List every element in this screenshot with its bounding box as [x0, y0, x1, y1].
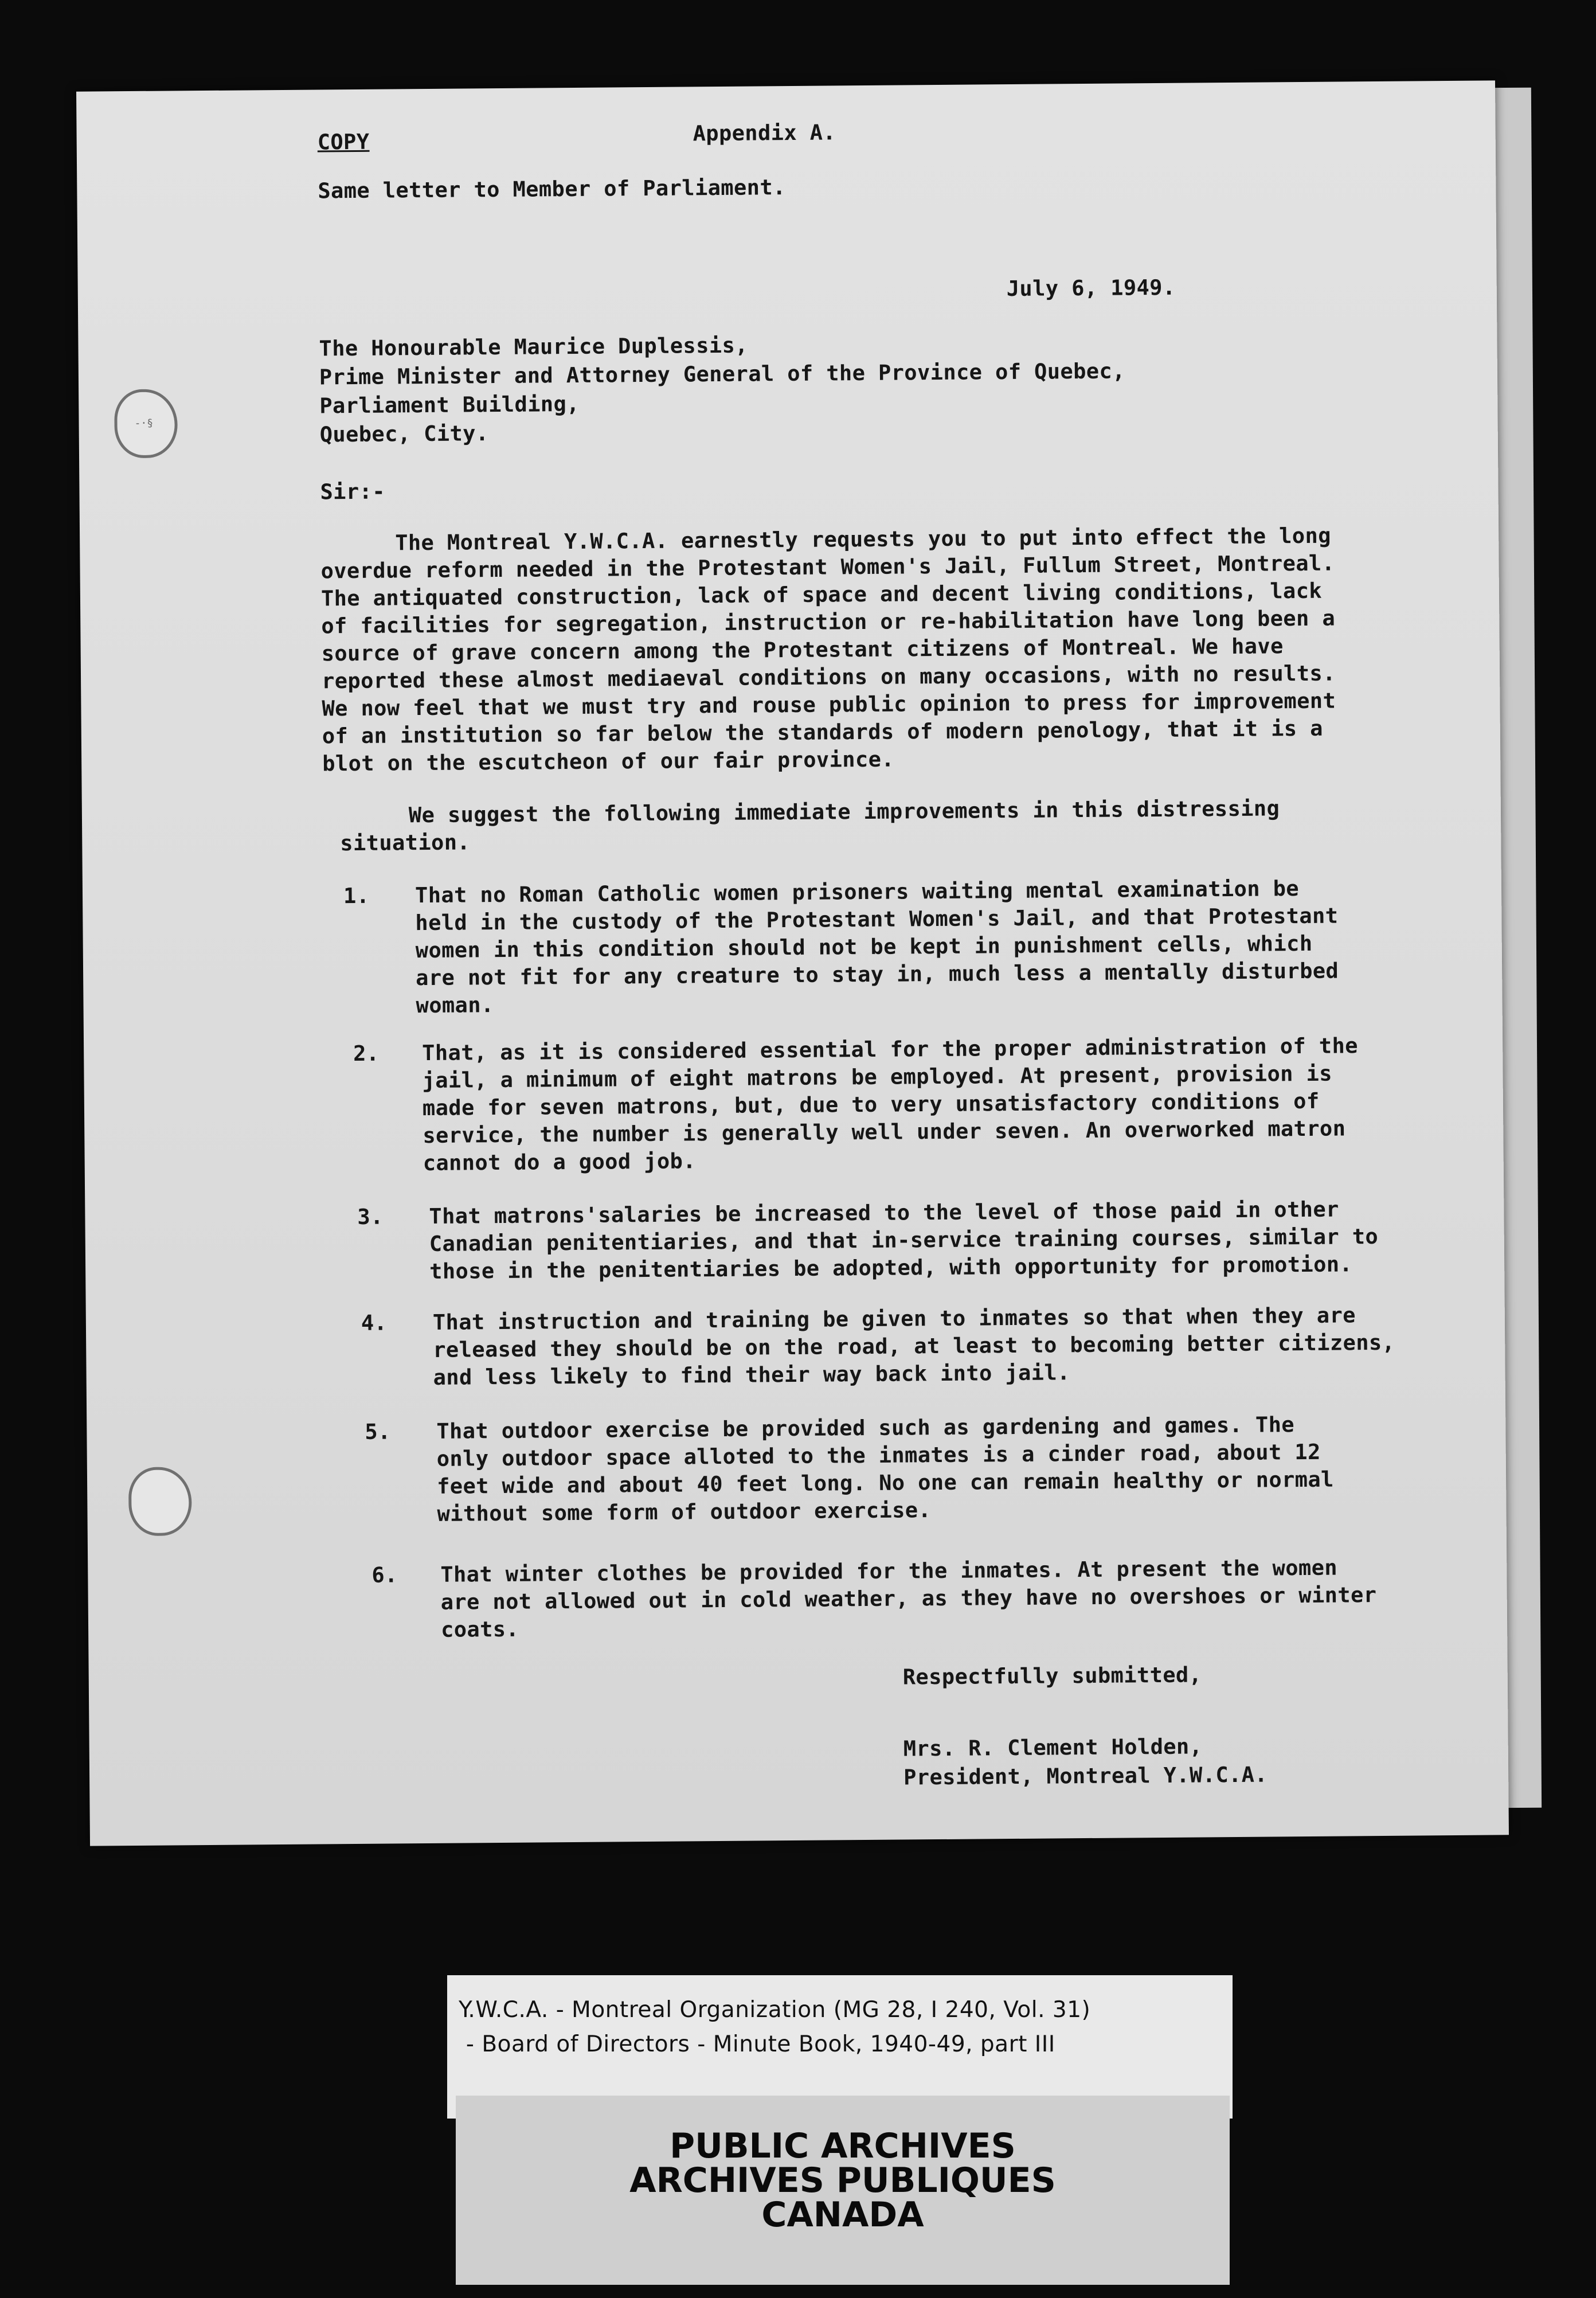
- address-line: The Honourable Maurice Duplessis,: [319, 333, 749, 361]
- paragraph-line: source of grave concern among the Protestant citizens of Montreal. We have: [321, 634, 1284, 666]
- item-number: 5.: [365, 1419, 391, 1444]
- distribution-note: Same letter to Member of Parliament.: [318, 175, 786, 204]
- item-line: feet wide and about 40 feet long. No one can remain healthy or normal: [436, 1467, 1334, 1499]
- item-line: held in the custody of the Protestant Women's Jail, and that Protestant: [415, 903, 1339, 936]
- item-line: and less likely to find their way back into jail.: [433, 1360, 1070, 1390]
- address-line: Quebec, City.: [319, 421, 489, 447]
- paragraph-line: We suggest the following immediate improvements in this distressing: [408, 796, 1280, 828]
- item-number: 2.: [353, 1041, 380, 1066]
- appendix-label: Appendix A.: [693, 120, 836, 146]
- archive-reference-line: Y.W.C.A. - Montreal Organization (MG 28, I 240, Vol. 31): [459, 1997, 1091, 2023]
- item-line: That no Roman Catholic women prisoners waiting mental examination be: [414, 876, 1300, 908]
- paragraph-line: The Montreal Y.W.C.A. earnestly requests you to put into effect the long: [395, 523, 1332, 556]
- item-line: released they should be on the road, at least to becoming better citizens,: [433, 1330, 1395, 1362]
- item-line: cannot do a good job.: [423, 1148, 697, 1176]
- item-line: That winter clothes be provided for the inmates. At present the women: [440, 1555, 1338, 1587]
- item-number: 1.: [343, 883, 370, 909]
- item-line: without some form of outdoor exercise.: [437, 1498, 932, 1526]
- archive-reference-line: - Board of Directors - Minute Book, 1940-49, part III: [459, 2031, 1055, 2057]
- item-line: women in this condition should not be kept in punishment cells, which: [415, 931, 1313, 963]
- letter-date: July 6, 1949.: [1006, 275, 1176, 302]
- paragraph-line: We now feel that we must try and rouse public opinion to press for improvement: [322, 688, 1336, 721]
- paragraph-line: of an institution so far below the standards of modern penology, that it is a: [322, 716, 1324, 749]
- paragraph-line: blot on the escutcheon of our fair province.: [322, 747, 895, 776]
- item-line: those in the penitentiaries be adopted, with opportunity for promotion.: [429, 1252, 1353, 1284]
- item-line: That instruction and training be given to inmates so that when they are: [432, 1303, 1356, 1335]
- stamp-line: ARCHIVES PUBLIQUES: [629, 2160, 1056, 2201]
- punch-hole-mark: -·§: [134, 417, 154, 429]
- item-number: 4.: [361, 1310, 388, 1335]
- address-line: Prime Minister and Attorney General of the Province of Quebec,: [319, 358, 1125, 390]
- item-line: That, as it is considered essential for the proper administration of the: [422, 1033, 1359, 1066]
- public-archives-stamp: [456, 2096, 1230, 2285]
- paragraph-line: situation.: [340, 830, 471, 856]
- item-number: 6.: [371, 1562, 398, 1588]
- item-line: That outdoor exercise be provided such as gardening and games. The: [436, 1412, 1295, 1444]
- copy-label: COPY: [317, 129, 370, 155]
- item-line: jail, a minimum of eight matrons be employed. At present, provision is: [422, 1061, 1333, 1093]
- closing: Respectfully submitted,: [902, 1662, 1202, 1690]
- paragraph-line: The antiquated construction, lack of space and decent living conditions, lack: [320, 578, 1323, 611]
- salutation: Sir:-: [320, 479, 386, 505]
- item-line: made for seven matrons, but, due to very unsatisfactory conditions of: [422, 1088, 1320, 1121]
- signature-title: President, Montreal Y.W.C.A.: [903, 1762, 1268, 1790]
- item-line: Canadian penitentiaries, and that in-service training courses, similar to: [429, 1224, 1379, 1256]
- address-line: Parliament Building,: [319, 391, 580, 419]
- item-line: woman.: [416, 992, 494, 1018]
- punch-hole-top: [114, 389, 178, 458]
- item-line: That matrons'salaries be increased to the level of those paid in other: [429, 1197, 1339, 1229]
- letter-page: [76, 80, 1509, 1846]
- punch-hole-bottom: [128, 1467, 192, 1536]
- signature-name: Mrs. R. Clement Holden,: [903, 1734, 1203, 1761]
- paragraph-line: reported these almost mediaeval conditions on many occasions, with no results.: [321, 661, 1336, 694]
- item-line: are not allowed out in cold weather, as they have no overshoes or winter: [440, 1582, 1377, 1615]
- stamp-line: CANADA: [761, 2195, 924, 2235]
- item-line: are not fit for any creature to stay in, much less a mentally disturbed: [416, 958, 1339, 991]
- paragraph-line: overdue reform needed in the Protestant Women's Jail, Fullum Street, Montreal.: [320, 550, 1335, 584]
- item-line: only outdoor space alloted to the inmates is a cinder road, about 12: [436, 1439, 1321, 1471]
- item-line: service, the number is generally well under seven. An overworked matron: [423, 1116, 1346, 1148]
- paragraph-line: of facilities for segregation, instruction or re-habilitation have long been a: [321, 605, 1336, 639]
- item-number: 3.: [357, 1204, 384, 1229]
- item-line: coats.: [440, 1616, 519, 1642]
- stamp-line: PUBLIC ARCHIVES: [670, 2126, 1016, 2166]
